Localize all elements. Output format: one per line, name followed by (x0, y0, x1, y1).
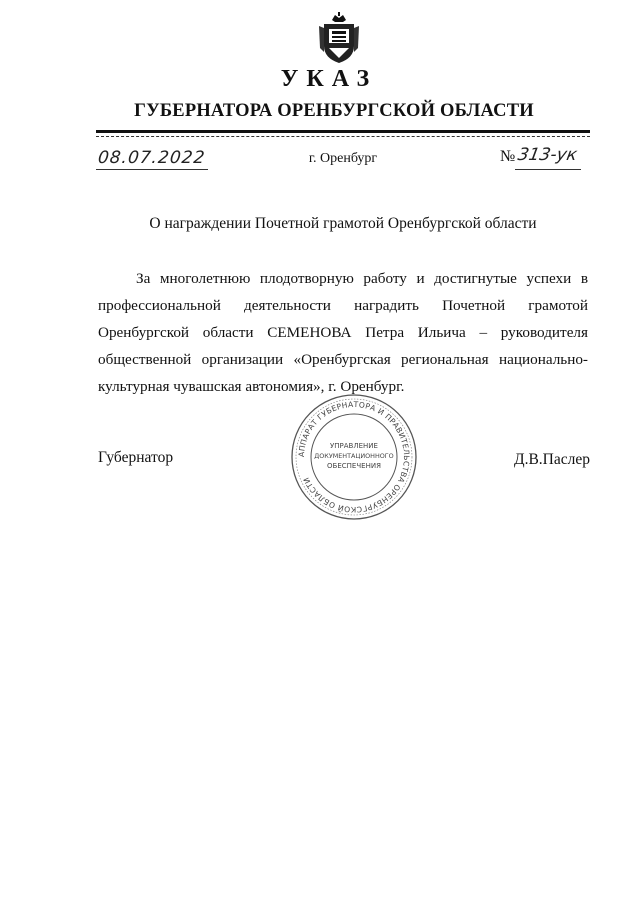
seal-center-line-3: ОБЕСПЕЧЕНИЯ (327, 462, 381, 470)
coat-of-arms-icon (317, 12, 361, 64)
header-rule-thin (96, 136, 590, 137)
seal-center-line-2: ДОКУМЕНТАЦИОННОГО (314, 452, 394, 460)
document-title: УКАЗ (280, 66, 378, 92)
document-date: 08.07.2022 (96, 148, 207, 168)
document-subtitle: ГУБЕРНАТОРА ОРЕНБУРГСКОЙ ОБЛАСТИ (134, 101, 534, 121)
date-underline (96, 169, 208, 170)
signer-position: Губернатор (98, 449, 174, 466)
seal-center-line-1: УПРАВЛЕНИЕ (330, 442, 378, 450)
official-seal (289, 392, 419, 522)
number-label: № (500, 148, 516, 165)
number-underline (515, 169, 581, 170)
seal-ring-text: АППАРАТ ГУБЕРНАТОРА И ПРАВИТЕЛЬСТВА ОРЕНБУРГСКОЙ ОБЛАСТИ (296, 399, 412, 515)
document-city: г. Оренбург (308, 151, 378, 166)
document-body: За многолетнюю плодотворную работу и достигнутые успехи в профессиональной деятельности наградить Почетной грамотой Оренбургской области СЕМЕНОВА Петра Ильича – руководителя общественной организации «Оренбургская региональная национально-культурная чувашская автономия», г. Оренбург. (98, 270, 588, 395)
header-rule (96, 130, 590, 133)
signer-name: Д.В.Паслер (514, 451, 590, 468)
document-number: 313-ук (516, 145, 579, 165)
document-heading: О награждении Почетной грамотой Оренбургской области (149, 215, 537, 232)
